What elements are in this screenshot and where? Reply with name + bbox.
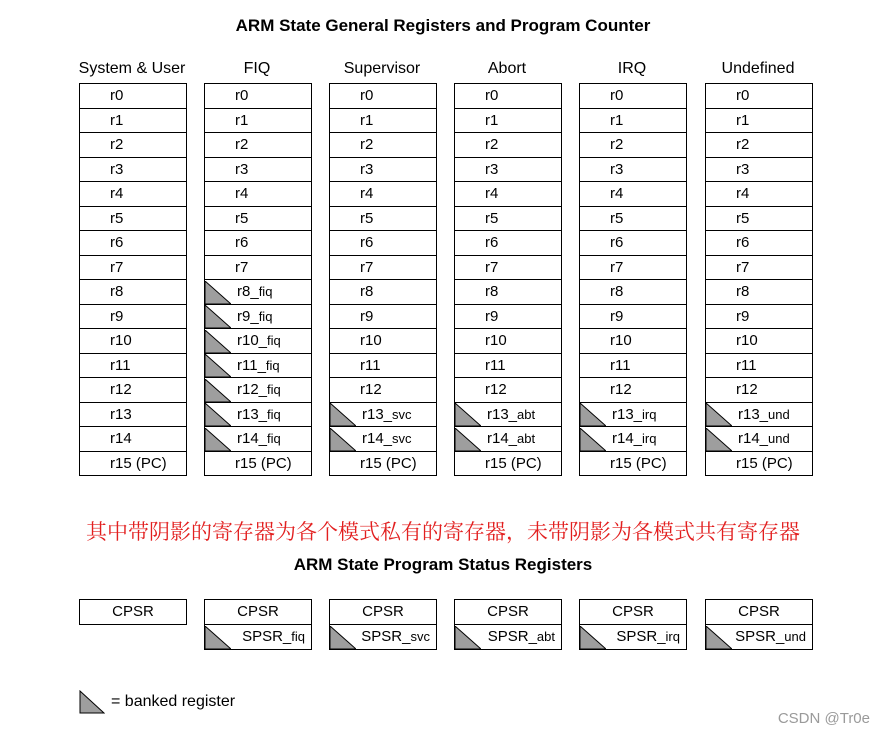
register-cell [455, 108, 561, 133]
register-name: r11 [485, 356, 506, 374]
register-name: r9 [736, 307, 750, 325]
banked-register-cell [205, 304, 311, 329]
register-name: r4 [610, 185, 624, 202]
register-name: r3 [360, 160, 374, 178]
register-cell [580, 108, 686, 133]
register-cell [80, 353, 186, 378]
register-name: r9 [110, 307, 124, 325]
register-name: r7 [610, 258, 624, 276]
register-mode-suffix: fiq [258, 308, 273, 324]
banked-triangle-icon [205, 330, 231, 353]
register-cell [580, 304, 686, 329]
banked-triangle-icon [455, 403, 481, 426]
cpsr-cell [706, 599, 812, 624]
register-mode-suffix: fiq [267, 333, 281, 348]
register-mode-suffix: und [768, 431, 790, 446]
register-name: r9 [610, 307, 624, 325]
register-name: r10 [110, 332, 132, 349]
register-name: r1 [235, 111, 249, 129]
register-cell [205, 157, 311, 182]
register-cell [330, 328, 436, 353]
register-name: r6 [235, 234, 249, 251]
register-column [579, 83, 687, 476]
register-name: r3 [485, 160, 499, 178]
register-name: CPSR [487, 603, 529, 620]
register-column [454, 83, 562, 476]
register-cell [455, 132, 561, 157]
register-cell [205, 108, 311, 133]
register-name: r10 [736, 332, 758, 349]
register-cell [205, 132, 311, 157]
register-name: CPSR [112, 603, 154, 620]
register-name: r6 [110, 234, 124, 251]
register-cell [580, 255, 686, 280]
register-name: r7 [235, 258, 249, 276]
register-mode-suffix: abt [517, 406, 536, 422]
register-name: r2 [610, 136, 624, 153]
register-cell [455, 279, 561, 304]
psr-column [79, 599, 187, 625]
register-name: r14_ [362, 430, 393, 447]
register-cell [706, 377, 812, 402]
banked-triangle-icon [205, 379, 231, 402]
banked-triangle-icon [205, 305, 231, 328]
register-name: r14_ [237, 430, 268, 447]
register-name: r5 [360, 209, 374, 227]
banked-register-cell [205, 426, 311, 451]
banked-register-cell [205, 279, 311, 304]
register-cell [706, 83, 812, 108]
register-cell [205, 83, 311, 108]
register-name: CPSR [362, 603, 404, 620]
register-cell [580, 328, 686, 353]
register-cell [580, 451, 686, 476]
register-cell [580, 377, 686, 402]
mode-header: FIQ [243, 60, 271, 77]
register-mode-suffix: fiq [258, 284, 273, 299]
register-cell [706, 157, 812, 182]
register-cell [80, 279, 186, 304]
register-cell [455, 206, 561, 231]
register-name: r6 [610, 234, 624, 251]
register-cell [580, 230, 686, 255]
register-name: r2 [360, 136, 374, 153]
register-cell [80, 451, 186, 476]
banked-triangle-icon [205, 626, 231, 649]
register-name: r6 [736, 234, 750, 251]
legend-text: = banked register [111, 693, 236, 710]
banked-triangle-icon [330, 403, 356, 426]
spsr-cell [706, 624, 812, 649]
banked-triangle-icon [330, 626, 356, 649]
register-cell [706, 230, 812, 255]
register-name: r0 [360, 87, 374, 104]
register-cell [580, 279, 686, 304]
banked-triangle-icon [330, 428, 356, 451]
banked-triangle-icon [205, 428, 231, 451]
mode-header: Supervisor [343, 60, 421, 77]
register-cell [330, 181, 436, 206]
register-name: r11 [360, 356, 381, 374]
register-name: r1 [360, 111, 374, 129]
register-name: r0 [235, 87, 249, 104]
register-name: r3 [235, 160, 249, 178]
register-name: r14_ [612, 430, 643, 447]
register-name: r10 [485, 332, 507, 349]
register-name: r3 [736, 160, 750, 178]
register-name: r2 [736, 136, 750, 153]
register-name: r9_ [237, 307, 259, 325]
register-name: r9 [360, 307, 374, 325]
spsr-cell [330, 624, 436, 649]
spsr-cell [455, 624, 561, 649]
register-name: r4 [736, 185, 750, 202]
banked-register-cell [706, 402, 812, 427]
register-name: r7 [736, 258, 750, 276]
register-column [204, 83, 312, 476]
banked-register-cell [706, 426, 812, 451]
register-name: r12 [736, 381, 758, 398]
register-name: r4 [235, 185, 249, 202]
register-cell [205, 451, 311, 476]
register-name: r0 [736, 87, 750, 104]
banked-triangle-icon [706, 428, 732, 451]
register-cell [706, 132, 812, 157]
register-name: r6 [485, 234, 499, 251]
register-name: SPSR_ [735, 628, 785, 645]
register-column [329, 83, 437, 476]
register-name: r5 [610, 209, 624, 227]
register-name: r1 [736, 111, 750, 129]
register-cell [455, 230, 561, 255]
register-mode-suffix: abt [517, 431, 536, 446]
psr-column [454, 599, 562, 650]
register-name: r0 [610, 87, 624, 104]
register-name: r12 [360, 381, 382, 398]
register-cell [706, 108, 812, 133]
register-cell [706, 181, 812, 206]
banked-register-cell [330, 426, 436, 451]
register-name: r14 [110, 430, 132, 447]
register-cell [455, 255, 561, 280]
banked-triangle-icon [580, 403, 606, 426]
register-cell [330, 83, 436, 108]
register-name: r13_ [237, 405, 268, 423]
register-cell [455, 83, 561, 108]
register-name: r4 [485, 185, 499, 202]
register-name: r15 (PC) [235, 454, 292, 472]
banked-register-cell [455, 402, 561, 427]
register-name: r15 (PC) [485, 454, 542, 472]
register-name: r11 [610, 356, 631, 374]
register-mode-suffix: fiq [267, 406, 281, 422]
banked-triangle-icon [706, 403, 732, 426]
register-cell [330, 377, 436, 402]
register-cell [205, 255, 311, 280]
register-cell [80, 206, 186, 231]
register-name: r9 [485, 307, 499, 325]
register-mode-suffix: svc [392, 431, 412, 446]
spsr-cell [580, 624, 686, 649]
register-name: r12 [110, 381, 132, 398]
banked-register-cell [205, 353, 311, 378]
register-name: r2 [110, 136, 124, 153]
register-cell [330, 279, 436, 304]
register-name: r5 [235, 209, 249, 227]
banked-triangle-icon [455, 626, 481, 649]
banked-triangle-icon [205, 403, 231, 426]
register-name: r1 [110, 111, 124, 129]
psr-column [579, 599, 687, 650]
register-mode-suffix: fiq [291, 629, 305, 644]
register-name: r6 [360, 234, 374, 251]
register-name: CPSR [612, 603, 654, 620]
register-name: r10_ [237, 332, 268, 349]
register-mode-suffix: und [768, 406, 790, 422]
register-cell [330, 157, 436, 182]
register-cell [580, 181, 686, 206]
general-registers-title: ARM State General Registers and Program Counter [235, 16, 651, 35]
register-name: r0 [485, 87, 499, 104]
register-name: r1 [610, 111, 624, 129]
register-cell [80, 304, 186, 329]
mode-header: IRQ [617, 60, 647, 77]
banked-triangle-icon [79, 690, 105, 714]
cpsr-cell [205, 599, 311, 624]
register-cell [330, 353, 436, 378]
chinese-note: 其中带阴影的寄存器为各个模式私有的寄存器，未带阴影为各模式共有寄存器 [86, 520, 800, 544]
register-cell [330, 206, 436, 231]
register-name: r8 [110, 283, 124, 300]
register-cell [80, 132, 186, 157]
register-column [79, 83, 187, 476]
register-cell [580, 206, 686, 231]
register-name: r12 [610, 381, 632, 398]
register-cell [455, 181, 561, 206]
register-mode-suffix: fiq [267, 382, 281, 397]
register-mode-suffix: fiq [267, 431, 281, 446]
register-name: r11 [110, 356, 131, 374]
register-cell [205, 181, 311, 206]
banked-register-cell [580, 426, 686, 451]
register-cell [80, 108, 186, 133]
psr-column [204, 599, 312, 650]
register-cell [205, 230, 311, 255]
register-name: r14_ [487, 430, 518, 447]
register-name: CPSR [237, 603, 279, 620]
register-cell [330, 132, 436, 157]
register-name: SPSR_ [487, 628, 537, 645]
watermark: CSDN @Tr0e [777, 710, 870, 727]
register-name: r2 [235, 136, 249, 153]
register-name: r5 [736, 209, 750, 227]
banked-register-cell [205, 377, 311, 402]
register-cell [706, 328, 812, 353]
register-cell [706, 255, 812, 280]
register-name: r8_ [237, 283, 259, 300]
register-cell [455, 328, 561, 353]
mode-header: System & User [78, 60, 186, 77]
psr-column [705, 599, 813, 650]
register-cell [455, 304, 561, 329]
register-name: CPSR [738, 603, 780, 620]
register-name: r5 [110, 209, 124, 227]
register-mode-suffix: svc [392, 406, 412, 422]
register-cell [455, 377, 561, 402]
register-name: r11_ [237, 356, 266, 374]
spsr-cell [205, 624, 311, 649]
register-cell [80, 230, 186, 255]
register-name: r11 [736, 356, 757, 374]
register-name: r8 [485, 283, 499, 300]
register-name: r15 (PC) [610, 454, 667, 472]
register-cell [706, 279, 812, 304]
register-name: r7 [110, 258, 124, 276]
cpsr-cell [330, 599, 436, 624]
banked-triangle-icon [706, 626, 732, 649]
register-name: r8 [736, 283, 750, 300]
register-cell [80, 83, 186, 108]
register-name: r8 [360, 283, 374, 300]
register-mode-suffix: irq [642, 406, 657, 422]
register-cell [80, 402, 186, 427]
register-name: r1 [485, 111, 499, 129]
register-name: r3 [110, 160, 124, 178]
register-cell [706, 353, 812, 378]
register-mode-suffix: irq [642, 431, 657, 446]
register-name: r3 [610, 160, 624, 178]
register-name: r14_ [738, 430, 769, 447]
legend [79, 690, 235, 714]
banked-register-cell [455, 426, 561, 451]
register-name: r13_ [362, 405, 393, 423]
register-name: r7 [485, 258, 499, 276]
register-cell [205, 206, 311, 231]
register-cell [330, 108, 436, 133]
register-cell [580, 83, 686, 108]
register-cell [706, 451, 812, 476]
register-column [705, 83, 813, 476]
register-name: r13_ [612, 405, 643, 423]
register-cell [580, 353, 686, 378]
register-cell [455, 451, 561, 476]
banked-triangle-icon [580, 626, 606, 649]
register-name: r10 [360, 332, 382, 349]
register-name: r7 [360, 258, 374, 276]
register-name: r13_ [487, 405, 518, 423]
register-mode-suffix: abt [536, 629, 555, 644]
register-name: r5 [485, 209, 499, 227]
register-cell [80, 328, 186, 353]
register-name: r15 (PC) [736, 454, 793, 472]
register-cell [80, 157, 186, 182]
register-name: SPSR_ [616, 628, 666, 645]
register-name: r4 [360, 185, 374, 202]
register-cell [455, 353, 561, 378]
register-mode-suffix: irq [665, 629, 680, 644]
register-name: r10 [610, 332, 632, 349]
register-cell [80, 377, 186, 402]
register-cell [706, 304, 812, 329]
register-name: SPSR_ [361, 628, 411, 645]
register-cell [330, 451, 436, 476]
register-mode-suffix: und [784, 629, 806, 644]
register-cell [330, 255, 436, 280]
register-name: r13_ [738, 405, 769, 423]
cpsr-cell [580, 599, 686, 624]
banked-triangle-icon [455, 428, 481, 451]
register-name: r0 [110, 87, 124, 104]
register-name: r4 [110, 185, 124, 202]
register-name: r15 (PC) [110, 454, 167, 472]
mode-header: Undefined [721, 60, 795, 77]
banked-triangle-icon [205, 281, 231, 304]
register-cell [80, 426, 186, 451]
register-cell [706, 206, 812, 231]
register-name: r15 (PC) [360, 454, 417, 472]
mode-header: Abort [487, 60, 527, 77]
cpsr-cell [80, 599, 186, 624]
register-mode-suffix: svc [410, 629, 430, 644]
banked-triangle-icon [580, 428, 606, 451]
psr-column [329, 599, 437, 650]
register-name: r8 [610, 283, 624, 300]
register-cell [80, 255, 186, 280]
register-name: r13 [110, 405, 132, 423]
register-cell [330, 230, 436, 255]
register-cell [455, 157, 561, 182]
psr-title: ARM State Program Status Registers [293, 555, 593, 574]
banked-register-cell [580, 402, 686, 427]
register-name: r12 [485, 381, 507, 398]
register-cell [330, 304, 436, 329]
register-name: SPSR_ [242, 628, 292, 645]
register-cell [580, 157, 686, 182]
register-cell [580, 132, 686, 157]
cpsr-cell [455, 599, 561, 624]
register-name: r12_ [237, 381, 268, 398]
register-name: r2 [485, 136, 499, 153]
banked-register-cell [205, 402, 311, 427]
banked-register-cell [205, 328, 311, 353]
register-mode-suffix: fiq [265, 357, 280, 373]
banked-register-cell [330, 402, 436, 427]
register-cell [80, 181, 186, 206]
banked-triangle-icon [205, 354, 231, 377]
